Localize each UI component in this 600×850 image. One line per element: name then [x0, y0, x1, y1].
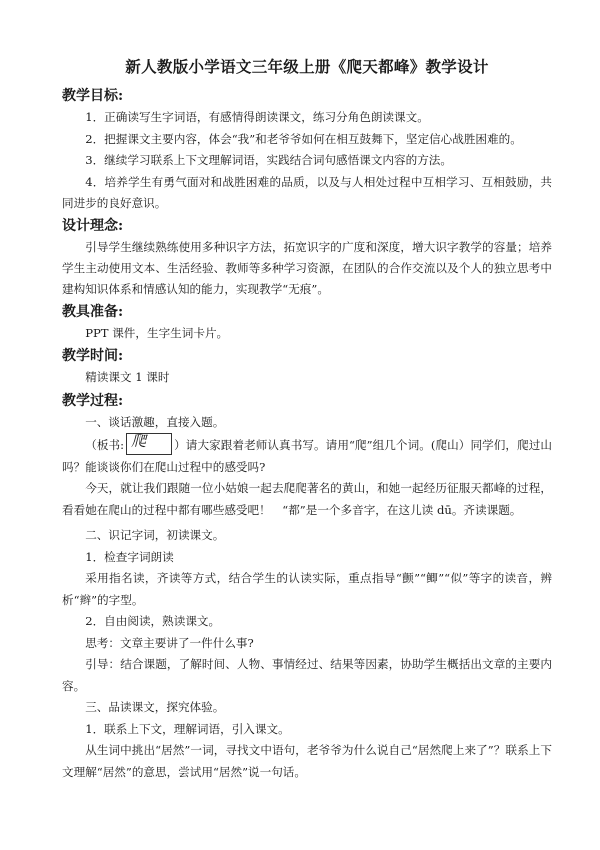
time-heading: 教学时间: [62, 348, 124, 364]
board-character: 爬 [131, 432, 147, 450]
time-text: 精读课文 1 课时 [85, 370, 170, 384]
think-question: 思考：文章主要讲了一件什么事? [85, 635, 254, 650]
step-1-text: 采用指名读，齐读等方式，结合学生的认读实际，重点指导“颤”“鲫”“似”等字的读音，辨析“辫”的字型。 [62, 571, 552, 607]
section-1-title: 一、谈话激趣，直接入题。 [85, 414, 225, 429]
goal-item-4: 4．培养学生有勇气面对和战胜困难的品质，以及与人相处过程中互相学习、互相鼓励，共同进步的良好意识。 [62, 174, 552, 210]
concept-text: 引导学生继续熟练使用多种识字方法，拓宽识字的广度和深度，增大识字教学的容量；培养学生主动使用文本、生活经验、教师等多种学习资源，在团队的合作交流以及个人的独立思考中建构知识体系和情感认知的能力，实现教学“无痕”。 [62, 239, 552, 296]
board-character-box [126, 433, 172, 455]
process-heading: 教学过程: [62, 392, 124, 409]
step-3-text: 从生词中挑出“居然”一词，寻找文中语句，老爷爷为什么说自己“居然爬上来了”？联系上下文理解“居然”的意思，尝试用“居然”说一句话。 [62, 743, 552, 779]
prep-heading: 教具准备: [62, 303, 124, 320]
step-1-title: 1．检查字词朗读 [85, 549, 174, 564]
intro-paragraph: 今天，就让我们跟随一位小姑娘一起去爬爬著名的黄山，和她一起经历征服天都峰的过程，看看她在爬山的过程中都有哪些感受吧！ “都”是一个多音字，在这儿读 dū。齐读课题。 [62, 481, 552, 517]
board-suffix: ）请大家跟着老师认真书写。请用“爬”组几个词。(爬山）同学们，爬过山吗？能谈谈你们在爬山过程中的感受吗? [62, 438, 552, 474]
goal-item-2: 2．把握课文主要内容，体会“我”和老爷爷如何在相互鼓舞下，坚定信心战胜困难的。 [85, 131, 522, 146]
step-2-title: 2．自由阅读，熟读课文。 [85, 614, 221, 628]
concept-heading: 设计理念: [62, 217, 124, 234]
section-3-title: 三、品读课文，探究体验。 [85, 700, 225, 714]
document-title: 新人教版小学语文三年级上册《爬天都峰》教学设计 [125, 57, 489, 76]
document-page [62, 56, 552, 783]
section-2-title: 二、识记字词，初读课文。 [85, 528, 225, 542]
goals-heading: 教学目标: [62, 88, 124, 104]
prep-text: PPT 课件，生字生词卡片。 [85, 325, 229, 340]
goal-item-1: 1．正确读写生字词语，有感情得朗读课文，练习分角色朗读课文。 [85, 110, 429, 124]
guide-text: 引导：结合课题，了解时间、人物、事情经过、结果等因素，协助学生概括出文章的主要内容。 [62, 657, 552, 693]
board-writing-paragraph [62, 433, 552, 478]
step-3-title: 1．联系上下文，理解词语，引入课文。 [85, 721, 290, 736]
goal-item-3: 3．继续学习联系上下文理解词语，实践结合词句感悟课文内容的方法。 [85, 153, 452, 167]
board-prefix: （板书: [85, 438, 125, 452]
